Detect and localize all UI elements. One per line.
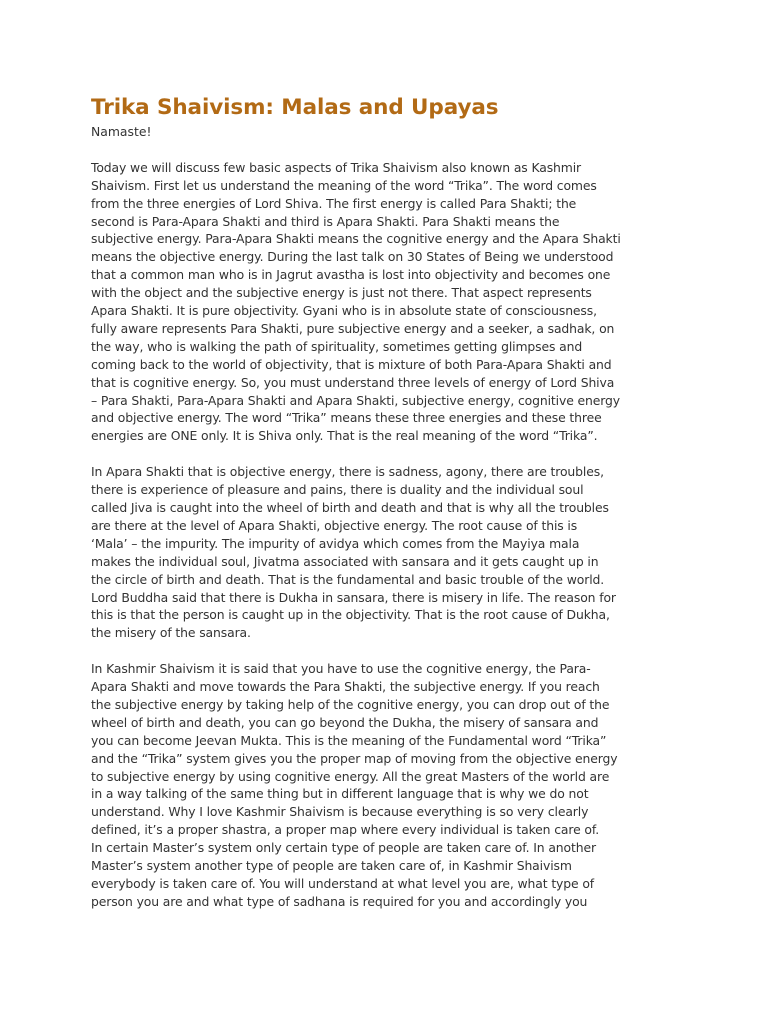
- text-line: are there at the level of Apara Shakti, objective energy. The root cause of this is: [91, 517, 578, 533]
- text-line: Lord Buddha said that there is Dukha in sansara, there is misery in life. The reason for: [91, 589, 616, 605]
- text-line: in a way talking of the same thing but in different language that is why we do not: [91, 786, 589, 802]
- text-line: wheel of birth and death, you can go beyond the Dukha, the misery of sansara and: [91, 714, 599, 730]
- text-line: you can become Jeevan Mukta. This is the meaning of the Fundamental word “Trika”: [91, 732, 607, 748]
- document-page: [91, 92, 679, 929]
- text-line: to subjective energy by using cognitive energy. All the great Masters of the world are: [91, 768, 610, 784]
- text-line: fully aware represents Para Shakti, pure subjective energy and a seeker, a sadhak, on: [91, 320, 615, 336]
- text-line: Shaivism. First let us understand the meaning of the word “Trika”. The word comes: [91, 177, 597, 193]
- text-line: the misery of the sansara.: [91, 625, 251, 641]
- text-line: that is cognitive energy. So, you must understand three levels of energy of Lord Shiva: [91, 374, 615, 390]
- text-line: the way, who is walking the path of spirituality, sometimes getting glimpses and: [91, 338, 583, 354]
- paragraph: [91, 660, 679, 911]
- text-line: – Para Shakti, Para-Apara Shakti and Apara Shakti, subjective energy, cognitive energy: [91, 392, 620, 408]
- text-line: In Kashmir Shaivism it is said that you have to use the cognitive energy, the Para-: [91, 661, 591, 677]
- text-line: Today we will discuss few basic aspects of Trika Shaivism also known as Kashmir: [91, 159, 582, 175]
- text-line: Master’s system another type of people are taken care of, in Kashmir Shaivism: [91, 858, 572, 874]
- text-line: called Jiva is caught into the wheel of birth and death and that is why all the troubles: [91, 500, 609, 515]
- text-line: Apara Shakti and move towards the Para Shakti, the subjective energy. If you reach: [91, 679, 600, 695]
- text-line: second is Para-Apara Shakti and third is Apara Shakti. Para Shakti means the: [91, 213, 560, 229]
- text-line: means the objective energy. During the last talk on 30 States of Being we understood: [91, 249, 614, 265]
- text-line: subjective energy. Para-Apara Shakti means the cognitive energy and the Apara Shakti: [91, 231, 621, 247]
- text-line: ‘Mala’ – the impurity. The impurity of avidya which comes from the Mayiya mala: [91, 535, 580, 551]
- text-line: and the “Trika” system gives you the proper map of moving from the objective energy: [91, 750, 618, 766]
- text-line: defined, it’s a proper shastra, a proper map where every individual is taken care of.: [91, 822, 600, 838]
- text-line: that a common man who is in Jagrut avastha is lost into objectivity and becomes one: [91, 267, 611, 283]
- text-line: everybody is taken care of. You will understand at what level you are, what type of: [91, 876, 595, 892]
- text-line: Apara Shakti. It is pure objectivity. Gyani who is in absolute state of consciousness,: [91, 303, 597, 319]
- text-line: the subjective energy by taking help of the cognitive energy, you can drop out of the: [91, 696, 610, 712]
- text-line: energies are ONE only. It is Shiva only. That is the real meaning of the word “Trika”.: [91, 428, 598, 444]
- text-line: from the three energies of Lord Shiva. The first energy is called Para Shakti; the: [91, 195, 577, 211]
- paragraph: [91, 159, 679, 446]
- greeting: Namaste!: [91, 124, 152, 139]
- article-body: [91, 159, 679, 911]
- text-line: person you are and what type of sadhana is required for you and accordingly you: [91, 893, 588, 909]
- text-line: In certain Master’s system only certain type of people are taken care of. In another: [91, 840, 596, 856]
- text-line: coming back to the world of objectivity, that is mixture of both Para-Apara Shakti and: [91, 356, 612, 372]
- text-line: understand. Why I love Kashmir Shaivism is because everything is so very clearly: [91, 804, 589, 820]
- text-line: the circle of birth and death. That is the fundamental and basic trouble of the world.: [91, 571, 605, 587]
- text-line: In Apara Shakti that is objective energy, there is sadness, agony, there are troubles,: [91, 464, 604, 480]
- document-title: Trika Shaivism: Malas and Upayas: [91, 95, 499, 120]
- text-line: and objective energy. The word “Trika” means these three energies and these three: [91, 410, 602, 426]
- text-line: there is experience of pleasure and pains, there is duality and the individual soul: [91, 482, 584, 498]
- text-line: this is that the person is caught up in the objectivity. That is the root cause of Dukha,: [91, 607, 610, 623]
- paragraph: [91, 463, 679, 642]
- text-line: makes the individual soul, Jivatma associated with sansara and it gets caught up in: [91, 553, 599, 569]
- text-line: with the object and the subjective energy is just not there. That aspect represents: [91, 285, 592, 301]
